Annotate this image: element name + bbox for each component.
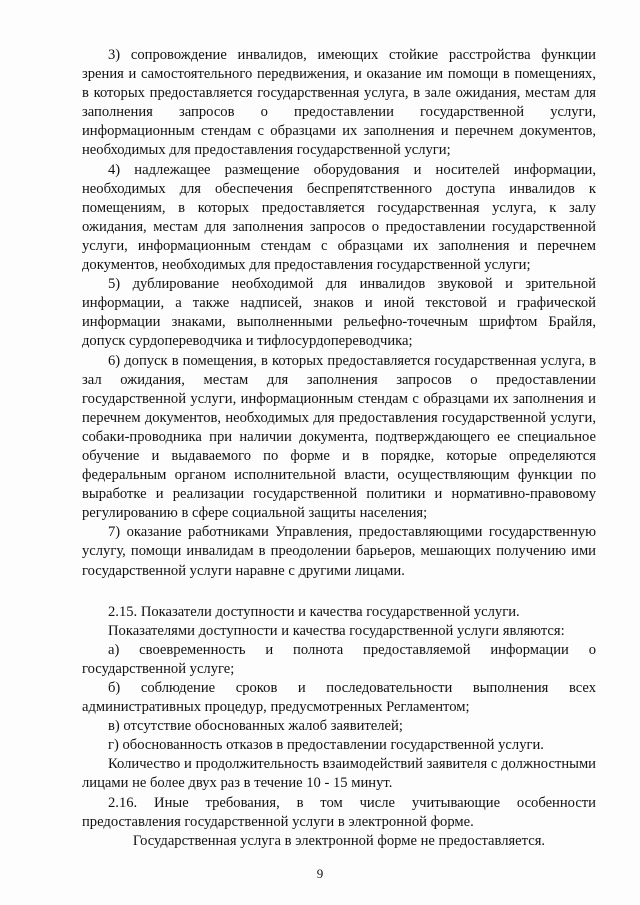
paragraph-item-3: 3) сопровождение инвалидов, имеющих стойкие расстройства функции зрения и самостоятельного передвижения, и оказание им помощи в помещениях, в которых предоставляется государственная услуга, в зале ожидания, местам для заполнения запросов о предоставлении государственной услуги, информационным стендам с образцами их заполнения и перечнем документов, необходимых для предоставления государственной услуги; — [82, 47, 596, 159]
paragraph-item-4: 4) надлежащее размещение оборудования и носителей информации, необходимых для обеспечения беспрепятственного доступа инвалидов к помещениям, в которых предоставляется государственная услуга, к залу ожидания, местам для заполнения запросов о предоставлении государственной услуги, информационным стендам с образцами их заполнения и перечнем документов, необходимых для предоставления государственной услуги; — [82, 161, 596, 274]
paragraph-item-5: 5) дублирование необходимой для инвалидов звуковой и зрительной информации, а также надписей, знаков и иной текстовой и графической информации знаками, выполненными рельефно-точечным шрифтом Брайля, допуск сурдопереводчика и тифлосурдопереводчика; — [82, 276, 596, 350]
paragraph-indicator-a: а) своевременность и полнота предоставляемой информации о государственной услуге; — [82, 641, 596, 677]
paragraph-indicator-d: г) обоснованность отказов в предоставлении государственной услуги. — [108, 737, 544, 754]
paragraph-closing: Государственная услуга в электронной форме не предоставляется. — [132, 832, 546, 849]
paragraph-item-7: 7) оказание работниками Управления, предоставляющими государственную услугу, помощи инвалидам в преодолении барьеров, мешающих получению ими государственной услуги наравне с другими лицами. — [82, 524, 596, 579]
section-heading-2-15: 2.15. Показатели доступности и качества государственной услуги. — [108, 603, 520, 620]
paragraph-interactions: Количество и продолжительность взаимодействий заявителя с должностными лицами не более двух раз в течение 10 - 15 минут. — [82, 756, 596, 792]
section-heading-2-16: 2.16. Иные требования, в том числе учитывающие особенности предоставления государственной услуги в электронной форме. — [82, 794, 596, 830]
document-body — [82, 46, 596, 851]
paragraph-indicators-intro: Показателями доступности и качества государственной услуги являются: — [108, 622, 565, 639]
paragraph-indicator-b: б) соблюдение сроков и последовательности выполнения всех административных процедур, предусмотренных Регламентом; — [82, 680, 596, 716]
page-number: 9 — [316, 866, 324, 881]
section-spacer — [82, 581, 596, 603]
paragraph-item-6: 6) допуск в помещения, в которых предоставляется государственная услуга, в зал ожидания, местам для заполнения запросов о предоставлении государственной услуги, информационным стендам с образцами их заполнения и перечнем документов, необходимых для предоставления государственной услуги, собаки-проводника при наличии документа, подтверждающего ее специальное обучение и выдаваемого по форме и в порядке, которые определяются федеральным органом исполнительной власти, осуществляющим функции по выработке и реализации государственной политики и нормативно-правовому регулированию в сфере социальной защиты населения; — [82, 352, 596, 522]
paragraph-indicator-c: в) отсутствие обоснованных жалоб заявителей; — [108, 718, 403, 735]
